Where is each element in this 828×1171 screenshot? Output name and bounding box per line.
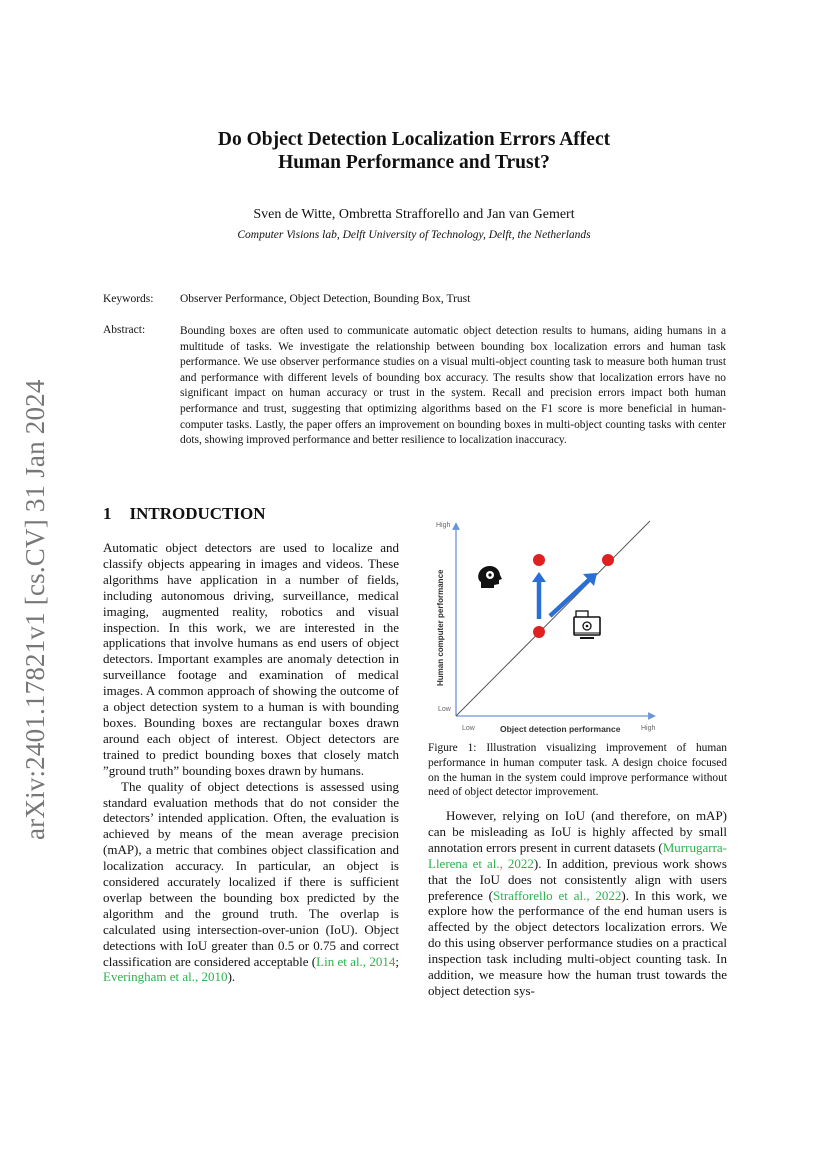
paper-title bbox=[130, 128, 698, 174]
paragraph-3-part-c: ). In this work, we explore how the performance of the end human users is affected by the object detectors localization errors. We do this using observer performance studies on a practical inspection task including multi-object counting task. In addition, we measure how the human trust towards the object detection sys- bbox=[428, 887, 727, 998]
authors: Sven de Witte, Ombretta Strafforello and Jan van Gemert bbox=[253, 207, 575, 222]
keywords-label: Keywords: bbox=[103, 293, 154, 305]
intro-paragraph-2 bbox=[103, 779, 399, 986]
intro-column-left bbox=[103, 540, 399, 985]
section-title: INTRODUCTION bbox=[129, 504, 266, 523]
keywords: Observer Performance, Object Detection, Bounding Box, Trust bbox=[180, 293, 471, 305]
x-axis-low-label: Low bbox=[462, 725, 475, 732]
diagonal-trend-line bbox=[456, 521, 650, 716]
detector-improvement-dot bbox=[602, 554, 614, 566]
citation-lin[interactable]: Lin et al., 2014 bbox=[316, 953, 396, 969]
arxiv-identifier: arXiv:2401.17821v1 [cs.CV] 31 Jan 2024 bbox=[20, 379, 50, 840]
title-line-1: Do Object Detection Localization Errors Affect bbox=[217, 129, 611, 150]
intro-paragraph-1: Automatic object detectors are used to localize and classify objects appearing in images and videos. These algorithms have application in a number of fields, including autonomous driving, surveillance, medical imaging, augmented reality, robotics and visual inspection. In this work, we are interested in the applications that involve humans as end users of object detectors. Important examples are anomaly detection in surveillance footage and examination of medical images. A common approach of showing the outcome of a object detection system to a human is with bounding boxes. Bounding boxes are rectangular boxes drawn around each object of interest. Object detectors are trained to predict bounding boxes that closely match ”ground truth” bounding boxes drawn by humans. bbox=[103, 540, 399, 778]
intro-paragraph-2-end: ). bbox=[227, 969, 236, 985]
citation-strafforello[interactable]: Strafforello et al., 2022 bbox=[493, 887, 622, 903]
start-point-dot bbox=[533, 626, 545, 638]
y-axis-high-label: High bbox=[436, 522, 451, 529]
section-number: 1 bbox=[103, 504, 112, 523]
figure-1-illustration bbox=[428, 516, 660, 738]
figure-1-caption: Figure 1: Illustration visualizing improvement of human performance in human computer task. A design choice focused on the human in the system could improve performance without need of object detector improvement. bbox=[428, 742, 727, 799]
abstract-label: Abstract: bbox=[103, 324, 146, 336]
paragraph-3-part-b: ). In addition, previous work shows that the IoU does not consistently align with users preference ( bbox=[428, 855, 727, 903]
y-axis-label: Human computer performance bbox=[436, 569, 445, 686]
citation-everingham[interactable]: Everingham et al., 2010 bbox=[103, 969, 228, 985]
title-line-2: Human Performance and Trust? bbox=[278, 152, 550, 173]
human-head-gear-icon bbox=[478, 566, 502, 588]
y-axis-low-label: Low bbox=[438, 706, 451, 713]
abstract-text: Bounding boxes are often used to communicate automatic object detection results to humans, aiding humans in a multitude of tasks. We investigate the relationship between bounding box localization errors and human task performance. We use observer performance studies on a visual multi-object counting task to measure both human trust and performance with different levels of bounding box accuracy. The results show that localization errors have no significant impact on human accuracy or trust in the system. Recall and precision errors impact both human performance and trust, suggesting that optimizing algorithms based on the F1 score is more beneficial in human-computer tasks. Lastly, the paper offers an improvement on bounding boxes in multi-object counting tasks with center dots, showing improved performance and better resilience to localization inaccuracy. bbox=[180, 325, 726, 447]
citation-murrugarra[interactable]: Murrugarra-Llerena et al., 2022 bbox=[428, 839, 727, 871]
intro-paragraph-3 bbox=[428, 808, 727, 999]
human-improvement-dot bbox=[533, 554, 545, 566]
vertical-arrow-head bbox=[532, 572, 546, 582]
intro-column-right bbox=[428, 808, 727, 999]
x-axis-high-label: High bbox=[641, 725, 656, 732]
computer-icon bbox=[574, 611, 600, 639]
affiliation: Computer Visions lab, Delft University of Technology, Delft, the Netherlands bbox=[237, 229, 591, 241]
x-axis-label: Object detection performance bbox=[500, 724, 621, 734]
intro-paragraph-2-text: The quality of object detections is assessed using standard evaluation methods that do not consider the detectors’ intended application. Often, the evaluation is achieved by means of the mean average precision (mAP), a metric that combines object classification and localization accuracy. In particular, an object is considered accurately localized if there is sufficient overlap between the bounding box predicted by the algorithm and the ground truth. The overlap is calculated using intersection-over-union (IoU). Object detections with IoU greater than 0.5 or 0.75 and correct classification are considered acceptable ( bbox=[103, 778, 399, 969]
citation-separator: ; bbox=[395, 953, 399, 969]
section-heading bbox=[103, 504, 266, 524]
paragraph-3-part-a: However, relying on IoU (and therefore, on mAP) can be misleading as IoU is highly affected by small annotation errors present in current datasets ( bbox=[428, 808, 727, 855]
